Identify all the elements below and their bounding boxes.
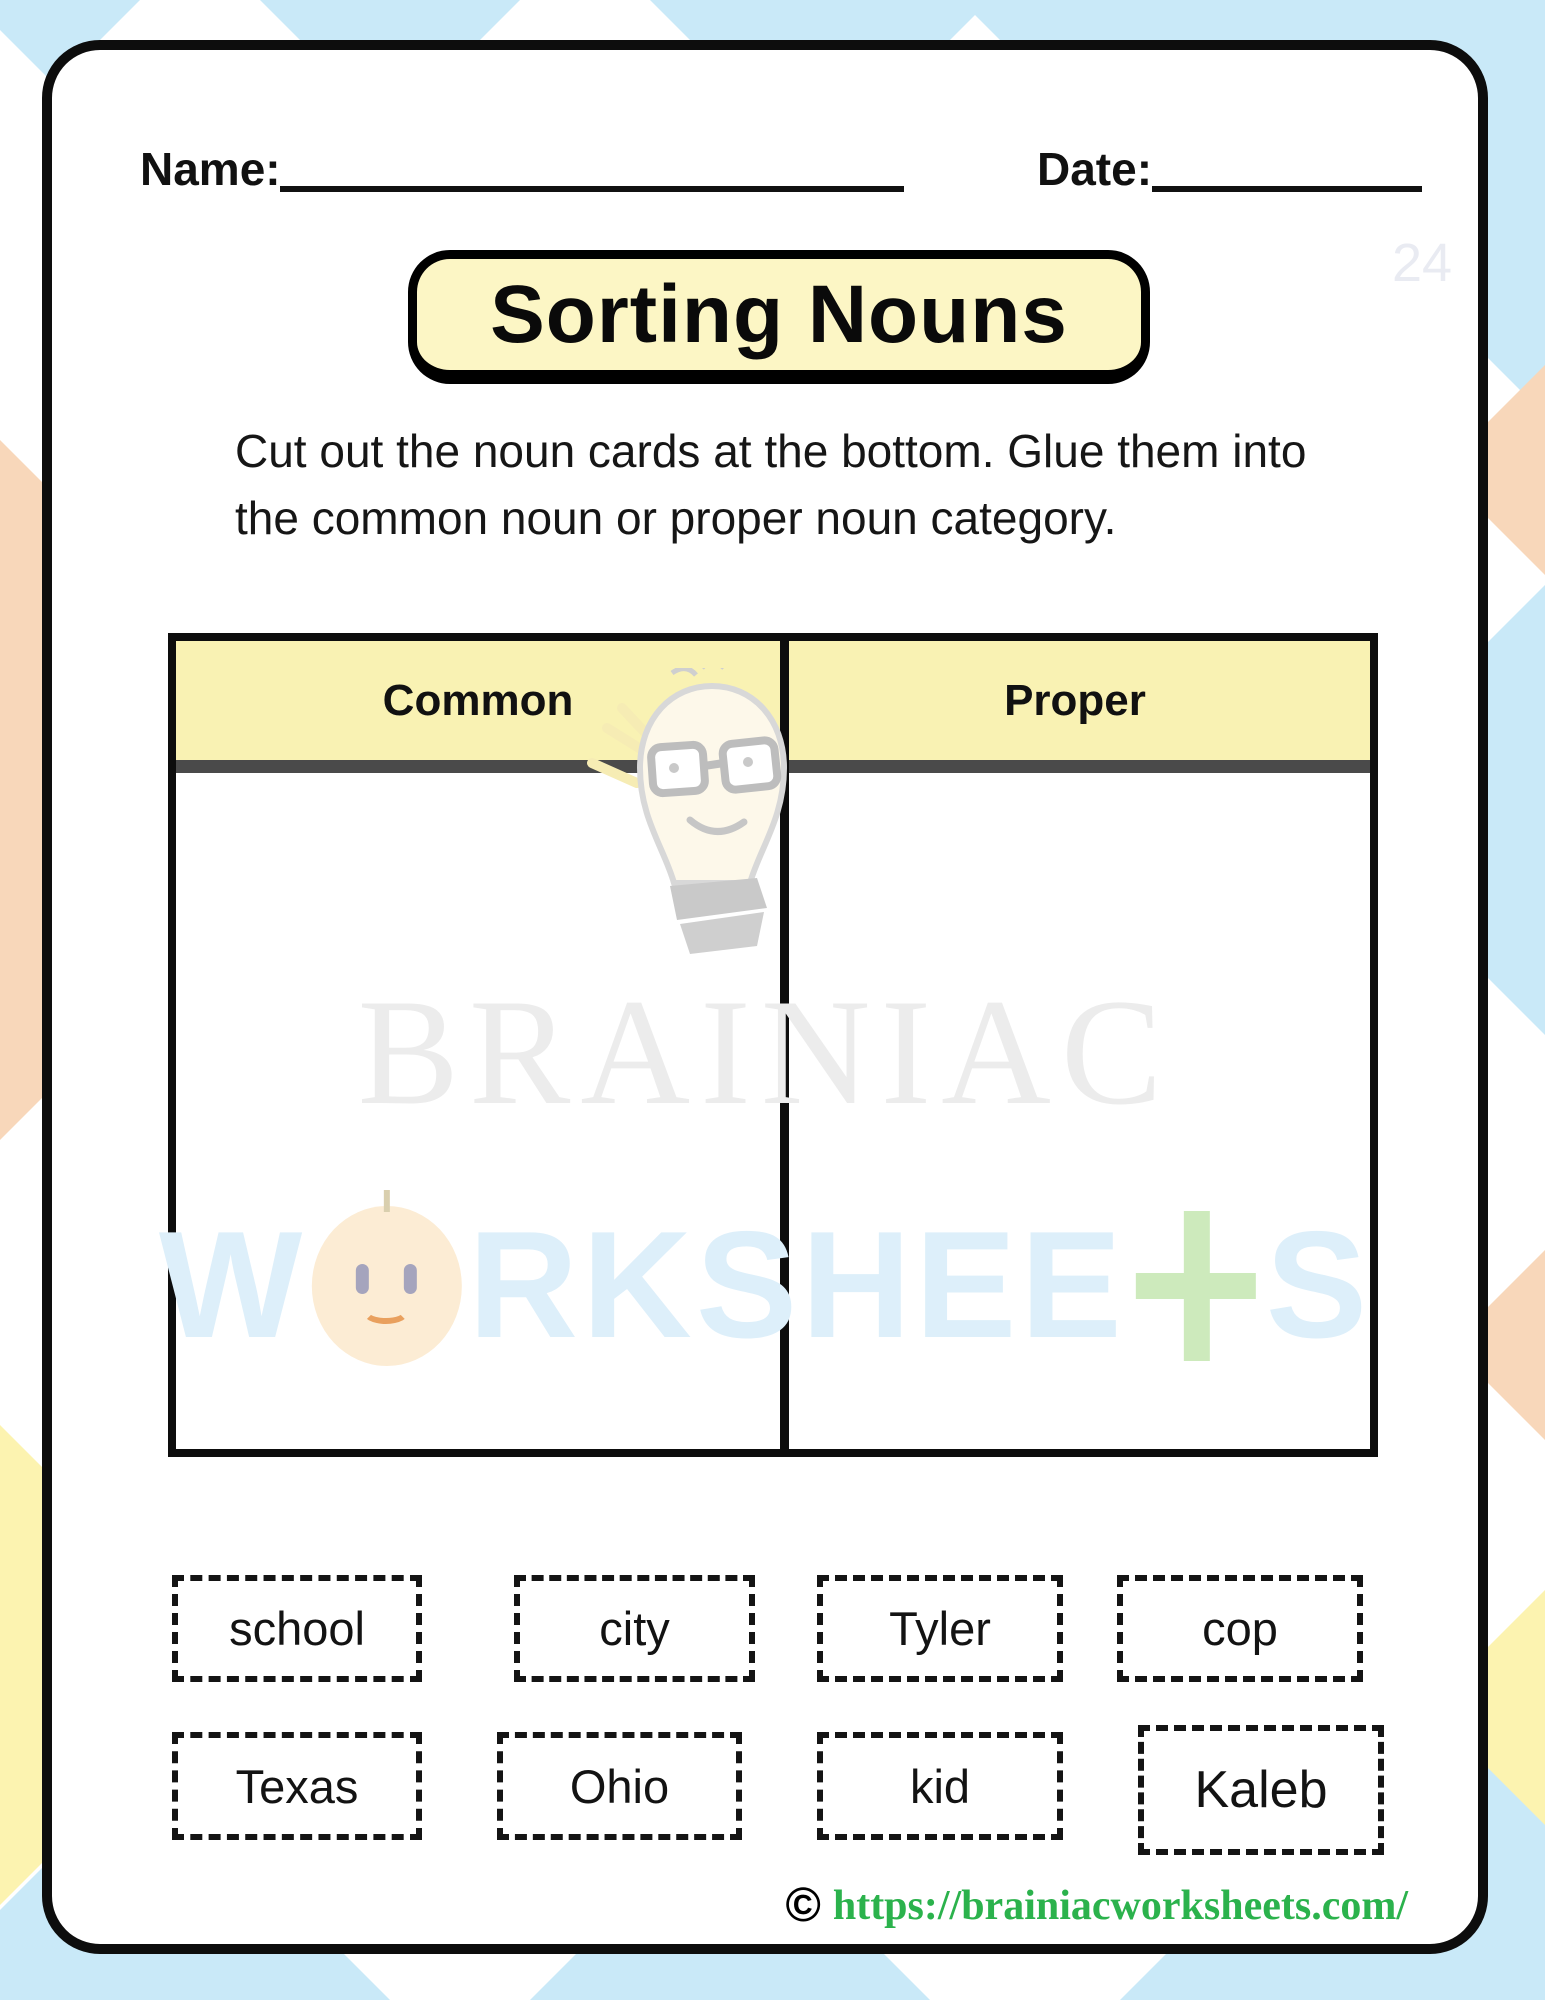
copyright-icon: © [785, 1879, 821, 1932]
instructions-line-1: Cut out the noun cards at the bottom. Glue them into [235, 425, 1307, 477]
watermark-letter-s: S [1265, 1200, 1372, 1370]
instructions-line-2: the common noun or proper noun category. [235, 492, 1117, 544]
watermark-brainiac: BRAINIAC [357, 968, 1173, 1136]
footer [785, 1879, 1408, 1932]
watermark-letter-w: W [158, 1200, 307, 1370]
page-card [42, 40, 1488, 1954]
noun-card-kaleb[interactable]: Kaleb [1138, 1725, 1384, 1855]
column-divider [780, 641, 789, 1449]
date-input-line[interactable] [1152, 146, 1422, 192]
date-label: Date: [1037, 143, 1153, 195]
noun-card-city[interactable]: city [514, 1575, 755, 1682]
noun-card-tyler[interactable]: Tyler [817, 1575, 1063, 1682]
header-underline [176, 760, 1370, 773]
noun-card-kid[interactable]: kid [817, 1732, 1063, 1840]
column-header-proper: Proper [1004, 675, 1146, 725]
page-title: Sorting Nouns [490, 268, 1068, 360]
name-label: Name: [140, 143, 281, 195]
title-banner [408, 250, 1150, 384]
proper-drop-area[interactable] [789, 773, 1370, 1449]
watermark-letters-mid: RKSHEE [468, 1200, 1126, 1370]
name-input-line[interactable] [280, 146, 904, 192]
noun-card-cop[interactable]: cop [1117, 1575, 1363, 1682]
noun-card-ohio[interactable]: Ohio [497, 1732, 742, 1840]
table-header-row [176, 641, 1370, 760]
common-drop-area[interactable] [176, 773, 780, 1449]
page-number: 24 [1392, 233, 1453, 293]
noun-card-texas[interactable]: Texas [172, 1732, 422, 1840]
noun-card-school[interactable]: school [172, 1575, 422, 1682]
instructions-text [235, 418, 1306, 552]
sorting-table [168, 633, 1378, 1457]
website-link[interactable]: https://brainiacworksheets.com/ [832, 1883, 1408, 1929]
column-header-common: Common [382, 675, 574, 725]
